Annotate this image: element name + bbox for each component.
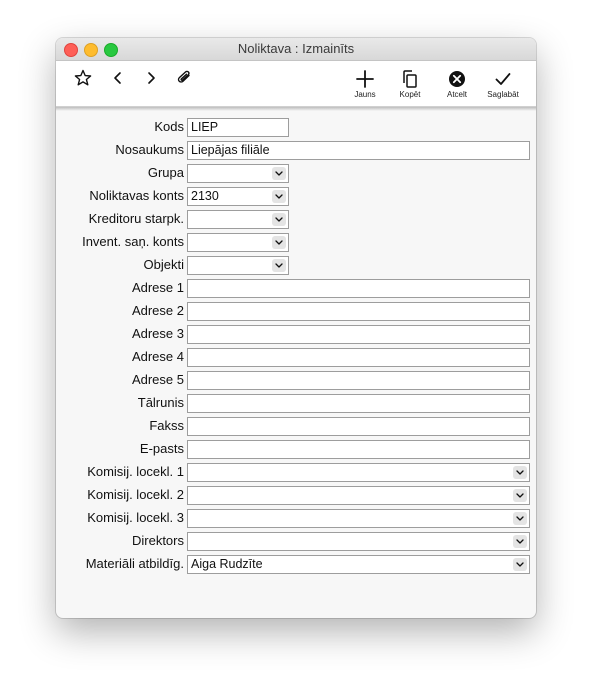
chevron-down-icon[interactable] — [272, 190, 286, 203]
kreditoru-starpk-label: Kreditoru starpk. — [88, 211, 184, 226]
komisij-locekl-3-label: Komisij. locekl. 3 — [87, 510, 184, 525]
komisij-locekl-2-select[interactable] — [187, 486, 530, 505]
adrese-4-label: Adrese 4 — [131, 349, 184, 364]
chevron-down-icon[interactable] — [513, 558, 527, 571]
adrese-4-input[interactable] — [187, 348, 530, 367]
copy-button-label: Kopēt — [399, 90, 421, 99]
kods-value: LIEP — [191, 120, 219, 134]
komisij-locekl-1-label: Komisij. locekl. 1 — [87, 464, 184, 479]
new-button[interactable] — [342, 69, 388, 103]
copy-button[interactable] — [387, 69, 433, 103]
cancel-button-label: Atcelt — [446, 90, 467, 99]
back-chevron-icon[interactable] — [111, 69, 131, 89]
chevron-down-icon[interactable] — [272, 167, 286, 180]
grupa-label: Grupa — [147, 165, 184, 180]
komisij-locekl-3-select[interactable] — [187, 509, 530, 528]
fakss-label: Fakss — [149, 418, 184, 433]
save-button[interactable] — [480, 69, 526, 103]
e-pasts-label: E-pasts — [139, 441, 184, 456]
kreditoru-starpk-select[interactable] — [187, 210, 289, 229]
invent-san-konts-select[interactable] — [187, 233, 289, 252]
adrese-2-label: Adrese 2 — [131, 303, 184, 318]
chevron-down-icon[interactable] — [513, 512, 527, 525]
materiali-atbildig-label: Materiāli atbildīg. — [85, 556, 184, 571]
materiali-atbildig-value: Aiga Rudzīte — [191, 557, 263, 571]
adrese-5-label: Adrese 5 — [131, 372, 184, 387]
noliktavas-konts-value: 2130 — [191, 189, 219, 203]
objekti-label: Objekti — [143, 257, 184, 272]
noliktavas-konts-select[interactable] — [187, 187, 289, 206]
app-window — [56, 38, 536, 618]
forward-chevron-icon[interactable] — [144, 69, 164, 89]
copy-icon — [400, 69, 420, 89]
invent-san-konts-label: Invent. saņ. konts — [82, 234, 184, 249]
talrunis-input[interactable] — [187, 394, 530, 413]
komisij-locekl-1-select[interactable] — [187, 463, 530, 482]
kods-input[interactable] — [187, 118, 289, 137]
cancel-circle-x-icon — [447, 69, 467, 89]
adrese-1-input[interactable] — [187, 279, 530, 298]
adrese-2-input[interactable] — [187, 302, 530, 321]
chevron-down-icon[interactable] — [272, 236, 286, 249]
nosaukums-input[interactable] — [187, 141, 530, 160]
checkmark-icon — [493, 69, 513, 89]
e-pasts-input[interactable] — [187, 440, 530, 459]
kods-label: Kods — [154, 119, 184, 134]
fakss-input[interactable] — [187, 417, 530, 436]
favorite-star-icon[interactable] — [74, 69, 94, 89]
nosaukums-label: Nosaukums — [115, 142, 184, 157]
chevron-down-icon[interactable] — [272, 259, 286, 272]
adrese-5-input[interactable] — [187, 371, 530, 390]
save-button-label: Saglabāt — [487, 90, 519, 99]
toolbar-divider — [56, 107, 536, 111]
toolbar — [56, 61, 536, 107]
adrese-3-label: Adrese 3 — [131, 326, 184, 341]
chevron-down-icon[interactable] — [513, 466, 527, 479]
komisij-locekl-2-label: Komisij. locekl. 2 — [87, 487, 184, 502]
materiali-atbildig-select[interactable] — [187, 555, 530, 574]
talrunis-label: Tālrunis — [137, 395, 184, 410]
plus-icon — [355, 69, 375, 89]
cancel-button[interactable] — [434, 69, 480, 103]
attachment-paperclip-icon[interactable] — [176, 69, 196, 89]
direktors-select[interactable] — [187, 532, 530, 551]
adrese-1-label: Adrese 1 — [131, 280, 184, 295]
nosaukums-value: Liepājas filiāle — [191, 143, 270, 157]
direktors-label: Direktors — [131, 533, 184, 548]
chevron-down-icon[interactable] — [272, 213, 286, 226]
adrese-3-input[interactable] — [187, 325, 530, 344]
title-bar — [56, 38, 536, 61]
chevron-down-icon[interactable] — [513, 535, 527, 548]
noliktavas-konts-label: Noliktavas konts — [89, 188, 184, 203]
new-button-label: Jauns — [354, 90, 376, 99]
grupa-select[interactable] — [187, 164, 289, 183]
chevron-down-icon[interactable] — [513, 489, 527, 502]
objekti-select[interactable] — [187, 256, 289, 275]
window-title: Noliktava : Izmainīts — [237, 41, 355, 56]
